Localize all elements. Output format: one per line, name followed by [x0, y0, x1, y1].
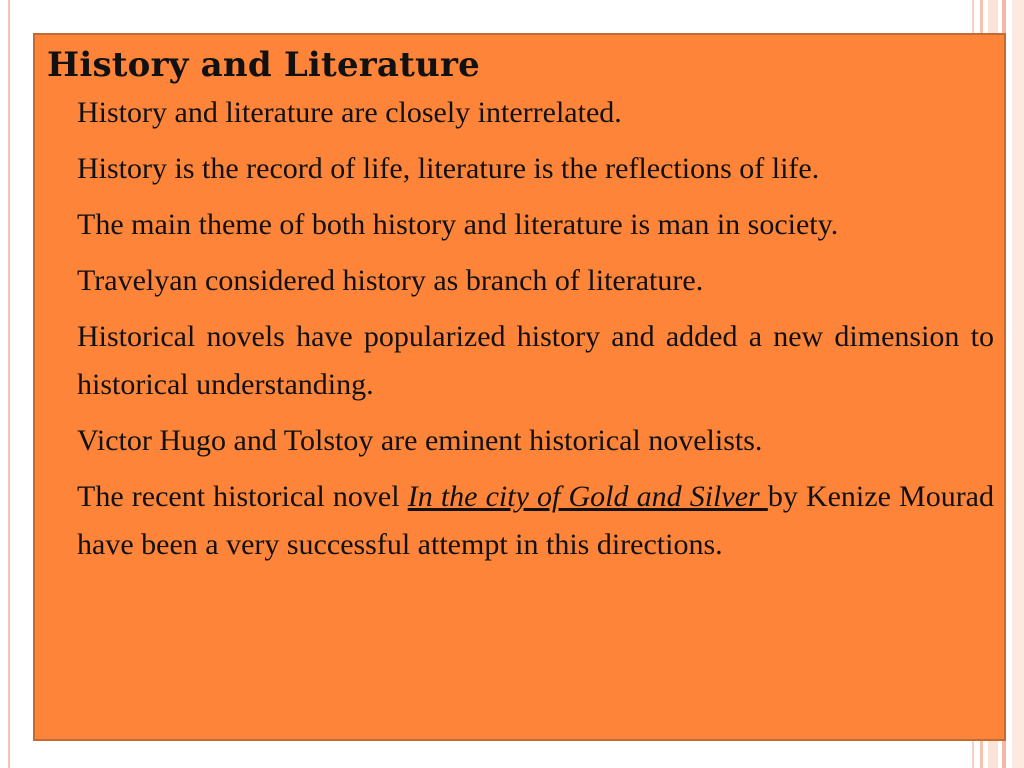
- book-title: In the city of Gold and Silver: [407, 480, 768, 513]
- bullet-item: Victor Hugo and Tolstoy are eminent historical novelists.: [77, 424, 763, 457]
- stripe: [1012, 0, 1024, 768]
- bullet-text-after: by Kenize Mourad have been a very successful attempt in this directions.: [77, 480, 995, 561]
- slide-content-box: [33, 33, 1006, 741]
- slide-title: History and Literature: [47, 45, 480, 85]
- bullet-item: The main theme of both history and literature is man in society.: [77, 208, 839, 241]
- bullet-list: [47, 89, 994, 569]
- bullet-item: Travelyan considered history as branch of literature.: [77, 264, 704, 297]
- bullet-item: History and literature are closely interrelated.: [77, 96, 622, 129]
- left-decorative-rule: [8, 0, 10, 768]
- bullet-text-before: The recent historical novel: [77, 480, 408, 513]
- bullet-item-last: [77, 473, 994, 569]
- bullet-item: History is the record of life, literature is the reflections of life.: [77, 152, 820, 185]
- bullet-item: Historical novels have popularized history and added a new dimension to historical understanding.: [77, 320, 994, 401]
